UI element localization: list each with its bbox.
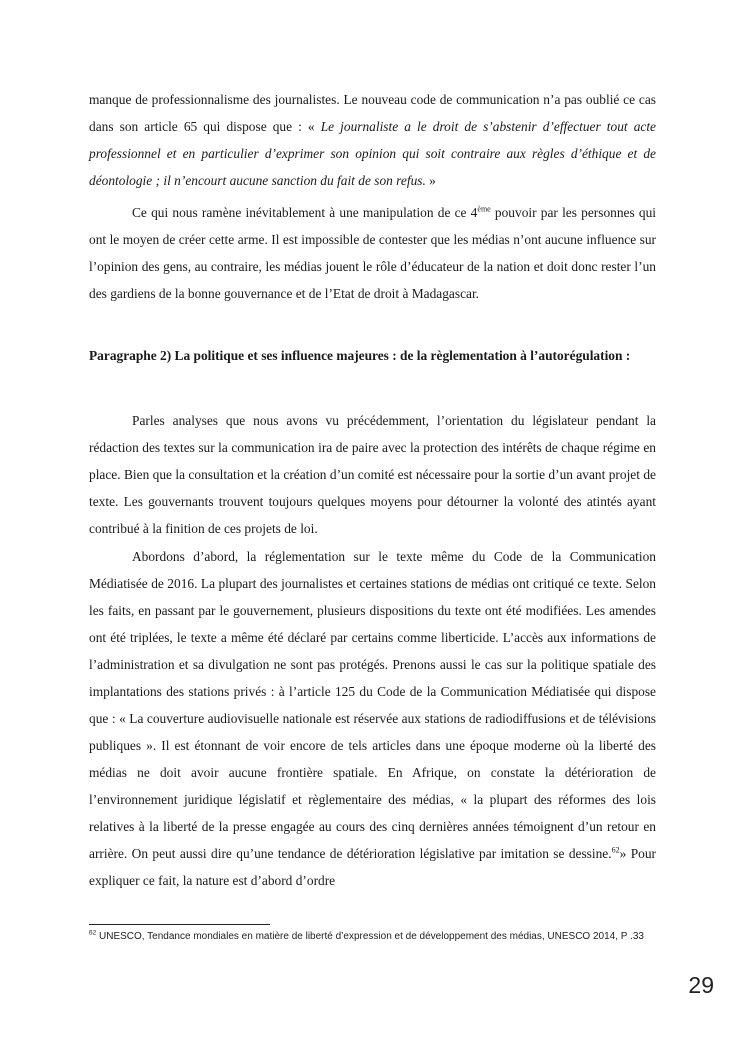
paragraph-text-cont: pouvoir par les personnes qui ont le moyen de créer cette arme. Il est impossible de contester que les médias n’ont aucune influence sur l’opinion des gens, au contraire, les médias jouent le rôle d’éducateur de la nation et doit donc rester l’un des gardiens de la bonne gouvernance et de l’Etat de droit à Madagascar. <box>89 205 656 301</box>
paragraph-analyses <box>89 407 656 542</box>
paragraph-article-65 <box>89 86 656 194</box>
footnote <box>89 928 659 945</box>
paragraph-text: manque de professionnalisme des journalistes. Le nouveau code de communication n’a pas oublié ce cas dans son article 65 qui dispose que : « <box>89 92 656 134</box>
footnote-text: UNESCO, Tendance mondiales en matière de liberté d’expression et de développement des médias, UNESCO 2014, P .33 <box>96 931 644 942</box>
section-heading: Paragraphe 2) La politique et ses influence majeures : de la règlementation à l’autorégulation : <box>89 348 631 363</box>
quote-article-65: Le journaliste a le droit de s’abstenir d’effectuer tout acte professionnel et en particulier d’exprimer son opinion qui soit contraire aux règles d’éthique et de déontologie ; il n’encourt aucune sanction du fait de son refus. <box>89 119 656 188</box>
superscript: ème <box>477 204 491 214</box>
footnote-reference: 62 <box>611 845 620 855</box>
paragraph-text: Parles analyses que nous avons vu précédemment, l’orientation du législateur pendant la rédaction des textes sur la communication ira de paire avec la protection des intérêts de chaque régime en place. Bien que la consultation et la création d’un comité est nécessaire pour la sortie d’un avant projet de texte. Les gouvernants trouvent toujours quelques moyens pour détourner la volonté des atintés ayant contribué à la finition de ces projets de loi. <box>89 413 656 536</box>
paragraph-text-cont: » Pour expliquer ce fait, la nature est d’abord d’ordre <box>89 846 656 888</box>
page-number: 29 <box>688 972 714 998</box>
footnote-marker: 62 <box>89 929 97 937</box>
quote-close: » <box>425 173 436 188</box>
footnote-separator <box>89 924 270 925</box>
paragraph-reglementation <box>89 543 656 894</box>
paragraph-text: Abordons d’abord, la réglementation sur le texte même du Code de la Communication Médiatisée de 2016. La plupart des journalistes et certaines stations de médias ont critiqué ce texte. Selon les faits, en passant par le gouvernement, plusieurs dispositions du texte ont été modifiées. Les amendes ont été triplées, le texte a même été déclaré par certains comme liberticide. L’accès aux informations de l’administration et sa divulgation ne sont pas protégés. Prenons aussi le cas sur la politique spatiale des implantations des stations privés : à l’article 125 du Code de la Communication Médiatisée qui dispose que : « La couverture audiovisuelle nationale est réservée aux stations de radiodiffusions et de télévisions publiques ». Il est étonnant de voir encore de tels articles dans une époque moderne où la liberté des médias ne doit avoir aucune frontière spatiale. En Afrique, on constate la détérioration de l’environnement juridique législatif et règlementaire des médias, « la plupart des réformes des lois relatives à la liberté de la presse engagée au cours des cinq dernières années témoignent d’un retour en arrière. On peut aussi dire qu’une tendance de détérioration législative par imitation se dessine. <box>89 549 656 861</box>
paragraph-manipulation <box>89 199 656 307</box>
paragraph-text: Ce qui nous ramène inévitablement à une manipulation de ce 4 <box>132 205 478 220</box>
